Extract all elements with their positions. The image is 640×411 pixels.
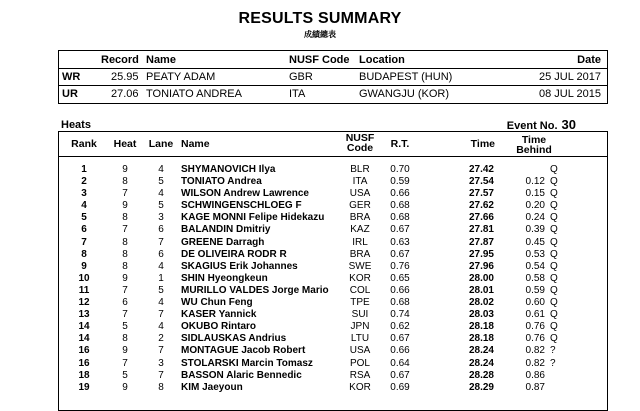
result-row	[59, 370, 607, 382]
result-time: 27.95	[468, 248, 494, 260]
result-reaction-time: 0.67	[390, 224, 410, 236]
col-nusf-line1: NUSF	[345, 132, 375, 144]
result-heat: 8	[122, 248, 128, 260]
result-rank: 16	[78, 357, 90, 369]
result-time: 28.03	[468, 309, 494, 321]
result-time: 27.87	[468, 236, 494, 248]
result-nusf-code: BLR	[350, 164, 370, 175]
result-nusf-code: USA	[349, 188, 371, 200]
heats-label: Heats	[61, 119, 91, 131]
result-qualification: Q	[550, 188, 558, 200]
result-reaction-time: 0.69	[390, 381, 410, 393]
result-lane: 3	[158, 357, 164, 369]
result-time-behind: 0.53	[525, 248, 545, 260]
result-qualification: Q	[550, 164, 558, 175]
result-reaction-time: 0.62	[390, 321, 410, 333]
result-time-behind: 0.45	[525, 236, 545, 248]
result-reaction-time: 0.74	[390, 309, 410, 321]
result-name: BASSON Alaric Bennedic	[181, 369, 302, 381]
result-time-behind: 0.20	[525, 200, 545, 212]
result-reaction-time: 0.67	[390, 333, 410, 345]
result-row	[59, 188, 607, 200]
result-name: KASER Yannick	[181, 309, 257, 321]
result-reaction-time: 0.68	[390, 212, 410, 224]
result-nusf-code: USA	[349, 345, 371, 357]
result-name: STOLARSKI Marcin Tomasz	[181, 357, 313, 369]
result-qualification: ?	[550, 357, 556, 369]
result-time-behind: 0.86	[525, 369, 545, 381]
result-name: SCHWINGENSCHLOEG F	[181, 200, 302, 212]
result-qualification: Q	[550, 297, 558, 309]
record-date: 08 JUL 2015	[539, 88, 601, 100]
record-date: 25 JUL 2017	[539, 71, 601, 83]
results-table	[58, 131, 608, 411]
result-time: 27.54	[468, 176, 494, 188]
result-nusf-code: JPN	[350, 321, 370, 333]
result-time-behind: 0.58	[525, 272, 545, 284]
record-code: ITA	[289, 88, 306, 100]
result-name: TONIATO Andrea	[181, 176, 262, 188]
result-heat: 7	[122, 224, 128, 236]
col-lane: Lane	[148, 138, 174, 150]
result-rank: 16	[78, 345, 90, 357]
result-rank: 19	[78, 381, 90, 393]
event-number-label: Event No.	[506, 120, 558, 132]
result-name: OKUBO Rintaro	[181, 321, 256, 333]
result-time-behind: 0.82	[525, 345, 545, 357]
result-time: 28.02	[468, 297, 494, 309]
result-time: 27.42	[468, 164, 494, 175]
result-qualification: Q	[550, 212, 558, 224]
result-rank: 14	[78, 333, 90, 345]
result-rank: 12	[78, 297, 90, 309]
result-rank: 10	[78, 272, 90, 284]
result-rank: 11	[78, 284, 90, 296]
result-nusf-code: KAZ	[350, 224, 370, 236]
records-divider	[59, 68, 607, 69]
col-name: Name	[181, 138, 210, 150]
result-time: 27.96	[468, 260, 494, 272]
result-lane: 6	[158, 224, 164, 236]
result-name: BALANDIN Dmitriy	[181, 224, 271, 236]
result-name: SHYMANOVICH Ilya	[181, 164, 276, 175]
result-rank: 5	[81, 212, 87, 224]
result-row	[59, 297, 607, 309]
result-nusf-code: BRA	[349, 212, 371, 224]
record-time: 27.06	[111, 88, 139, 100]
result-time-behind: 0.61	[525, 309, 545, 321]
result-rank: 3	[81, 188, 87, 200]
result-lane: 2	[158, 333, 164, 345]
result-time: 28.18	[468, 333, 494, 345]
result-heat: 6	[122, 297, 128, 309]
record-type: UR	[62, 88, 78, 100]
result-time-behind: 0.60	[525, 297, 545, 309]
results-divider	[59, 156, 607, 157]
result-time-behind: 0.76	[525, 333, 545, 345]
result-lane: 8	[158, 381, 164, 393]
col-rank: Rank	[71, 138, 97, 150]
result-nusf-code: ITA	[352, 176, 368, 188]
records-table	[58, 50, 608, 104]
result-qualification: Q	[550, 200, 558, 212]
result-row	[59, 200, 607, 212]
result-name: KAGE MONNI Felipe Hidekazu	[181, 212, 325, 224]
result-name: WILSON Andrew Lawrence	[181, 188, 309, 200]
result-name: GREENE Darragh	[181, 236, 265, 248]
result-rank: 4	[81, 200, 87, 212]
result-lane: 7	[158, 345, 164, 357]
records-header-nusf: NUSF Code	[289, 54, 350, 66]
record-type: WR	[62, 71, 81, 83]
result-time: 28.24	[468, 357, 494, 369]
col-nusf-line2: Code	[346, 142, 374, 154]
result-lane: 7	[158, 309, 164, 321]
result-rank: 13	[78, 309, 90, 321]
result-nusf-code: SWE	[348, 260, 372, 272]
result-rank: 7	[81, 236, 87, 248]
result-qualification: Q	[550, 248, 558, 260]
result-lane: 7	[158, 236, 164, 248]
result-nusf-code: TPE	[350, 297, 370, 309]
result-reaction-time: 0.64	[390, 357, 410, 369]
result-heat: 5	[122, 321, 128, 333]
result-qualification: Q	[550, 176, 558, 188]
result-heat: 8	[122, 260, 128, 272]
result-reaction-time: 0.76	[390, 260, 410, 272]
result-row	[59, 333, 607, 345]
result-heat: 8	[122, 212, 128, 224]
result-name: DE OLIVEIRA RODR R	[181, 248, 287, 260]
result-lane: 3	[158, 212, 164, 224]
result-lane: 5	[158, 284, 164, 296]
result-heat: 8	[122, 176, 128, 188]
result-heat: 9	[122, 272, 128, 284]
result-name: SKAGIUS Erik Johannes	[181, 260, 298, 272]
result-name: MURILLO VALDES Jorge Mario	[181, 284, 329, 296]
result-time: 28.18	[468, 321, 494, 333]
result-heat: 9	[122, 381, 128, 393]
result-rank: 14	[78, 321, 90, 333]
result-time: 28.00	[468, 272, 494, 284]
result-rank: 1	[81, 164, 87, 175]
result-nusf-code: IRL	[352, 236, 368, 248]
result-name: SIDLAUSKAS Andrius	[181, 333, 287, 345]
result-time-behind: 0.39	[525, 224, 545, 236]
result-lane: 4	[158, 297, 164, 309]
result-reaction-time: 0.68	[390, 200, 410, 212]
col-rt: R.T.	[390, 138, 410, 150]
result-time: 28.24	[468, 345, 494, 357]
result-reaction-time: 0.63	[390, 236, 410, 248]
result-qualification: Q	[550, 272, 558, 284]
result-heat: 7	[122, 309, 128, 321]
result-reaction-time: 0.67	[390, 248, 410, 260]
result-rank: 8	[81, 248, 87, 260]
result-row	[59, 273, 607, 285]
record-holder: PEATY ADAM	[146, 71, 216, 83]
result-name: MONTAGUE Jacob Robert	[181, 345, 306, 357]
result-row	[59, 176, 607, 188]
result-heat: 7	[122, 284, 128, 296]
result-time-behind: 0.15	[525, 188, 545, 200]
result-heat: 9	[122, 164, 128, 175]
result-heat: 5	[122, 369, 128, 381]
result-lane: 5	[158, 176, 164, 188]
result-qualification: Q	[550, 309, 558, 321]
result-time-behind: 0.87	[525, 381, 545, 393]
result-lane: 4	[158, 188, 164, 200]
result-reaction-time: 0.66	[390, 345, 410, 357]
result-row	[59, 345, 607, 357]
result-time: 27.66	[468, 212, 494, 224]
result-time: 28.28	[468, 369, 494, 381]
result-name: SHIN Hyeongkeun	[181, 272, 268, 284]
result-row	[59, 321, 607, 333]
records-header-record: Record	[101, 54, 139, 66]
result-lane: 7	[158, 369, 164, 381]
event-number	[507, 117, 576, 132]
result-reaction-time: 0.66	[390, 188, 410, 200]
result-time: 28.01	[468, 284, 494, 296]
result-heat: 8	[122, 236, 128, 248]
result-lane: 4	[158, 260, 164, 272]
result-time: 27.62	[468, 200, 494, 212]
results-rows	[59, 164, 607, 394]
result-row	[59, 382, 607, 394]
result-rank: 9	[81, 260, 87, 272]
result-row	[59, 309, 607, 321]
result-time: 28.29	[468, 381, 494, 393]
result-nusf-code: KOR	[349, 272, 371, 284]
result-row	[59, 285, 607, 297]
result-lane: 5	[158, 200, 164, 212]
result-time-behind: 0.54	[525, 260, 545, 272]
result-reaction-time: 0.67	[390, 369, 410, 381]
page-title: RESULTS SUMMARY	[238, 10, 402, 27]
result-reaction-time: 0.65	[390, 272, 410, 284]
result-reaction-time: 0.68	[390, 297, 410, 309]
record-row	[59, 70, 607, 85]
result-lane: 4	[158, 164, 164, 175]
result-heat: 9	[122, 345, 128, 357]
result-nusf-code: POL	[349, 357, 370, 369]
result-nusf-code: BRA	[349, 248, 371, 260]
result-nusf-code: LTU	[350, 333, 370, 345]
result-qualification: Q	[550, 260, 558, 272]
result-heat: 7	[122, 357, 128, 369]
col-heat: Heat	[113, 138, 137, 150]
result-reaction-time: 0.66	[390, 284, 410, 296]
result-nusf-code: SUI	[351, 309, 369, 321]
page-subtitle: 成績總表	[304, 30, 336, 39]
result-row	[59, 261, 607, 273]
result-qualification: Q	[550, 224, 558, 236]
result-time-behind: 0.76	[525, 321, 545, 333]
record-code: GBR	[289, 71, 313, 83]
result-qualification: Q	[550, 284, 558, 296]
result-name: KIM Jaeyoun	[181, 381, 243, 393]
result-time-behind: 0.59	[525, 284, 545, 296]
result-lane: 4	[158, 321, 164, 333]
result-time: 27.57	[468, 188, 494, 200]
result-reaction-time: 0.59	[390, 176, 410, 188]
result-time-behind: 0.12	[525, 176, 545, 188]
record-row	[59, 87, 607, 102]
result-row	[59, 237, 607, 249]
result-name: WU Chun Feng	[181, 297, 253, 309]
result-row	[59, 212, 607, 224]
result-qualification: Q	[550, 236, 558, 248]
result-qualification: ?	[550, 345, 556, 357]
result-time-behind: 0.82	[525, 357, 545, 369]
result-qualification: Q	[550, 321, 558, 333]
record-time: 25.95	[111, 71, 139, 83]
result-reaction-time: 0.70	[390, 164, 410, 175]
result-nusf-code: COL	[349, 284, 371, 296]
records-header-name: Name	[146, 54, 176, 66]
result-nusf-code: GER	[349, 200, 371, 212]
record-holder: TONIATO ANDREA	[146, 88, 242, 100]
records-header-location: Location	[359, 54, 405, 66]
result-row	[59, 164, 607, 176]
event-number-value: 30	[561, 117, 576, 132]
records-divider	[59, 85, 607, 86]
result-row	[59, 224, 607, 236]
result-nusf-code: RSA	[349, 369, 371, 381]
result-lane: 1	[158, 272, 164, 284]
result-time-behind: 0.24	[525, 212, 545, 224]
result-lane: 6	[158, 248, 164, 260]
result-rank: 2	[81, 176, 87, 188]
result-heat: 8	[122, 333, 128, 345]
record-location: BUDAPEST (HUN)	[359, 71, 453, 83]
result-row	[59, 249, 607, 261]
result-heat: 7	[122, 188, 128, 200]
records-header-row	[59, 53, 607, 68]
records-header-date: Date	[577, 54, 601, 66]
result-rank: 6	[81, 224, 87, 236]
result-row	[59, 358, 607, 370]
result-nusf-code: KOR	[349, 381, 371, 393]
col-time: Time	[470, 138, 495, 150]
result-heat: 9	[122, 200, 128, 212]
col-behind-line2: Behind	[516, 144, 552, 156]
col-behind-line1: Time	[521, 134, 547, 146]
result-qualification: Q	[550, 333, 558, 345]
record-location: GWANGJU (KOR)	[359, 88, 450, 100]
result-rank: 18	[78, 369, 90, 381]
result-time: 27.81	[468, 224, 494, 236]
